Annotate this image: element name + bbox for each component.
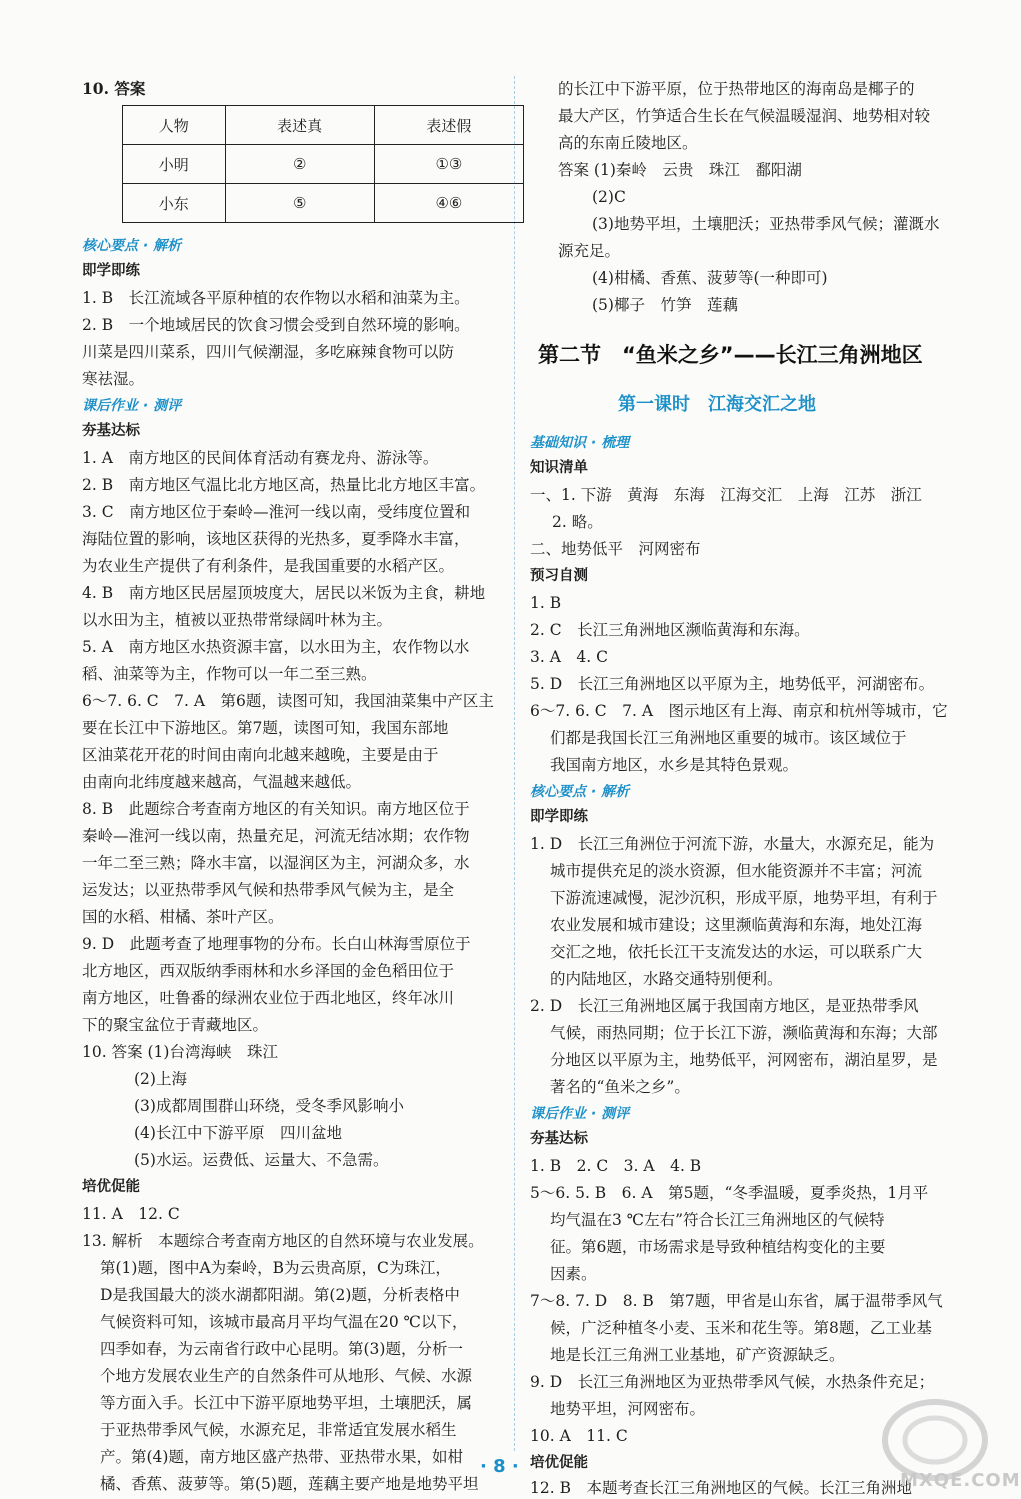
table-row (123, 145, 524, 184)
chapter-title: 第二节 “鱼米之乡”——长江三角洲地区 (538, 343, 923, 367)
text-line: 橘、香蕉、菠萝等。第(5)题，莲藕主要产地是地势平坦 (100, 1475, 479, 1493)
subsection-heading: 知识清单 (530, 460, 588, 476)
text-line: 因素。 (550, 1265, 597, 1283)
table-cell: ⑤ (225, 184, 374, 223)
section-heading: 核心要点 · 解析 (530, 784, 630, 800)
text-line: 川菜是四川菜系，四川气候潮湿，多吃麻辣食物可以防 (82, 343, 455, 361)
lesson-title: 第一课时 江海交汇之地 (618, 394, 816, 415)
text-line: 们都是我国长江三角洲地区重要的城市。该区域位于 (550, 729, 907, 747)
text-line: 区油菜花开花的时间由南向北越来越晚，主要是由于 (82, 746, 439, 764)
answer-table (122, 105, 524, 223)
text-line: 的长江中下游平原，位于热带地区的海南岛是椰子的 (558, 80, 915, 98)
text-line: 稻、油菜等为主，作物可以一年二至三熟。 (82, 665, 377, 683)
text-line: 四季如春，为云南省行政中心昆明。第(3)题，分析一 (100, 1340, 463, 1358)
text-line: (2)C (592, 188, 626, 206)
text-line: (2)上海 (134, 1070, 187, 1088)
table-cell: ② (225, 145, 374, 184)
section-heading: 课后作业 · 测评 (82, 398, 182, 414)
text-line: 3. C 南方地区位于秦岭—淮河一线以南，受纬度位置和 (82, 503, 471, 521)
text-line: 1. A 南方地区的民间体育活动有赛龙舟、游泳等。 (82, 449, 439, 467)
text-line: (3)成都周围群山环绕，受冬季风影响小 (134, 1097, 404, 1115)
text-line: 6～7. 6. C 7. A 图示地区有上海、南京和杭州等城市，它 (530, 702, 948, 720)
table-header-cell: 表述真 (225, 106, 374, 145)
text-line: 要在长江中下游地区。第7题，读图可知，我国东部地 (82, 719, 449, 737)
text-line: (4)柑橘、香蕉、菠萝等(一种即可) (592, 269, 828, 287)
text-line: 产。第(4)题，南方地区盛产热带、亚热带水果，如柑 (100, 1448, 463, 1466)
table-header-cell: 人物 (123, 106, 226, 145)
text-line: (3)地势平坦，土壤肥沃；亚热带季风气候；灌溉水 (592, 215, 940, 233)
text-line: 2. 略。 (552, 513, 603, 531)
text-line: 5. A 南方地区水热资源丰富，以水田为主，农作物以水 (82, 638, 470, 656)
section-heading: 基础知识 · 梳理 (530, 435, 630, 451)
text-line: 候，广泛种植冬小麦、玉米和花生等。第8题，乙工业基 (550, 1319, 932, 1337)
text-line: 气候，雨热同期；位于长江下游，濒临黄海和东海；大部 (550, 1024, 938, 1042)
table-cell: 小明 (123, 145, 226, 184)
text-line: 11. A 12. C (82, 1205, 180, 1223)
text-line: 等方面入手。长江中下游平原地势平坦，土壤肥沃，属 (100, 1394, 473, 1412)
table-cell: 小东 (123, 184, 226, 223)
text-line: 1. B (530, 594, 562, 612)
text-line: 征。第6题，市场需求是导致种植结构变化的主要 (550, 1238, 886, 1256)
text-line: 第(1)题，图中A为秦岭，B为云贵高原，C为珠江， (100, 1259, 451, 1277)
subsection-heading: 培优促能 (82, 1179, 140, 1195)
text-line: 运发达；以亚热带季风气候和热带季风气候为主，是全 (82, 881, 455, 899)
subsection-heading: 预习自测 (530, 568, 588, 584)
text-line: 南方地区，吐鲁番的绿洲农业位于西北地区，终年冰川 (82, 989, 455, 1007)
text-line: 国的水稻、柑橘、茶叶产区。 (82, 908, 284, 926)
table-cell: ④⑥ (374, 184, 523, 223)
text-line: 2. B 南方地区气温比北方地区高，热量比北方地区丰富。 (82, 476, 486, 494)
text-line: 高的东南丘陵地区。 (558, 134, 698, 152)
text-line: (5)水运。运费低、运量大、不急需。 (134, 1151, 389, 1169)
text-line: 6～7. 6. C 7. A 第6题，读图可知，我国油菜集中产区主 (82, 692, 494, 710)
section-heading: 课后作业 · 测评 (530, 1106, 630, 1122)
text-line: 答案 (1)秦岭 云贵 珠江 鄱阳湖 (558, 161, 802, 179)
subsection-heading: 夯基达标 (530, 1131, 588, 1147)
table-row (123, 184, 524, 223)
text-line: 城市提供充足的淡水资源，但水能资源并不丰富；河流 (550, 862, 923, 880)
text-line: 于亚热带季风气候，水源充足，非常适宜发展水稻生 (100, 1421, 457, 1439)
text-line: 以水田为主，植被以亚热带常绿阔叶林为主。 (82, 611, 393, 629)
table-header-cell: 表述假 (374, 106, 523, 145)
watermark-text: MXQE.COM (900, 1470, 1021, 1491)
table-cell: ①③ (374, 145, 523, 184)
text-line: 9. D 此题考查了地理事物的分布。长白山林海雪原位于 (82, 935, 471, 953)
text-line: 2. B 一个地域居民的饮食习惯会受到自然环境的影响。 (82, 316, 470, 334)
text-line: 地势平坦，河网密布。 (550, 1400, 706, 1418)
text-line: 10. 答案 (82, 79, 146, 98)
text-line: 源充足。 (558, 242, 621, 260)
subsection-heading: 夯基达标 (82, 423, 140, 439)
text-line: (4)长江中下游平原 四川盆地 (134, 1124, 342, 1142)
text-line: 12. B 本题考查长江三角洲地区的气候。长江三角洲地 (530, 1479, 912, 1497)
text-line: (5)椰子 竹笋 莲藕 (592, 296, 738, 314)
text-line: 下游流速减慢，泥沙沉积，形成平原，地势平坦，有利于 (550, 889, 938, 907)
text-line: 5～6. 5. B 6. A 第5题，“冬季温暖，夏季炎热，1月平 (530, 1184, 929, 1202)
text-line: 为农业生产提供了有利条件，是我国重要的水稻产区。 (82, 557, 455, 575)
text-line: 1. D 长江三角洲位于河流下游，水量大，水源充足，能为 (530, 835, 935, 853)
section-heading: 核心要点 · 解析 (82, 238, 182, 254)
text-line: 著名的“鱼米之乡”。 (550, 1078, 690, 1096)
text-line: 秦岭—淮河一线以南，热量充足，河流无结冰期；农作物 (82, 827, 470, 845)
text-line: 的内陆地区，水路交通特别便利。 (550, 970, 783, 988)
text-line: 均气温在3 ℃左右”符合长江三角洲地区的气候特 (550, 1211, 885, 1229)
text-line: 10. A 11. C (530, 1427, 628, 1445)
page-number: · 8 · (480, 1456, 519, 1477)
text-line: 二、地势低平 河网密布 (530, 540, 701, 558)
text-line: 我国南方地区，水乡是其特色景观。 (550, 756, 799, 774)
text-line: 农业发展和城市建设；这里濒临黄海和东海，地处江海 (550, 916, 923, 934)
text-line: 4. B 南方地区民居屋顶坡度大，居民以米饭为主食，耕地 (82, 584, 486, 602)
text-line: 9. D 长江三角洲地区为亚热带季风气候，水热条件充足； (530, 1373, 935, 1391)
text-line: 气候资料可知，该城市最高月平均气温在20 ℃以下， (100, 1313, 468, 1331)
text-line: 交汇之地，依托长江干支流发达的水运，可以联系广大 (550, 943, 923, 961)
text-line: 7～8. 7. D 8. B 第7题，甲省是山东省，属于温带季风气 (530, 1292, 943, 1310)
text-line: 2. D 长江三角洲地区属于我国南方地区，是亚热带季风 (530, 997, 919, 1015)
text-line: 地是长江三角洲工业基地，矿产资源缺乏。 (550, 1346, 845, 1364)
column-divider (514, 76, 515, 1451)
text-line: 13. 解析 本题综合考查南方地区的自然环境与农业发展。 (82, 1232, 484, 1250)
subsection-heading: 即学即练 (530, 809, 588, 825)
text-line: 下的聚宝盆位于青藏地区。 (82, 1016, 269, 1034)
subsection-heading: 培优促能 (530, 1455, 588, 1471)
text-line: D是我国最大的淡水湖都阳湖。第(2)题，分析表格中 (100, 1286, 460, 1304)
text-line: 一、1. 下游 黄海 东海 江海交汇 上海 江苏 浙江 (530, 486, 922, 504)
text-line: 5. D 长江三角洲地区以平原为主，地势低平，河湖密布。 (530, 675, 935, 693)
text-line: 1. B 长江流域各平原种植的农作物以水稻和油菜为主。 (82, 289, 470, 307)
text-line: 北方地区，西双版纳季雨林和水乡泽国的金色稻田位于 (82, 962, 455, 980)
text-line: 由南向北纬度越来越高，气温越来越低。 (82, 773, 362, 791)
text-line: 2. C 长江三角洲地区濒临黄海和东海。 (530, 621, 810, 639)
text-line: 8. B 此题综合考查南方地区的有关知识。南方地区位于 (82, 800, 470, 818)
subsection-heading: 即学即练 (82, 263, 140, 279)
text-line: 一年二至三熟；降水丰富，以湿润区为主，河湖众多，水 (82, 854, 470, 872)
text-line: 寒祛湿。 (82, 370, 145, 388)
text-line: 最大产区，竹笋适合生长在气候温暖湿润、地势相对较 (558, 107, 931, 125)
text-line: 分地区以平原为主，地势低平，河网密布，湖泊星罗，是 (550, 1051, 938, 1069)
text-line: 海陆位置的影响，该地区获得的光热多，夏季降水丰富， (82, 530, 470, 548)
table-header-row (123, 106, 524, 145)
text-line: 10. 答案 (1)台湾海峡 珠江 (82, 1043, 278, 1061)
text-line: 3. A 4. C (530, 648, 608, 666)
text-line: 1. B 2. C 3. A 4. B (530, 1157, 702, 1175)
text-line: 个地方发展农业生产的自然条件可从地形、气候、水源 (100, 1367, 473, 1385)
